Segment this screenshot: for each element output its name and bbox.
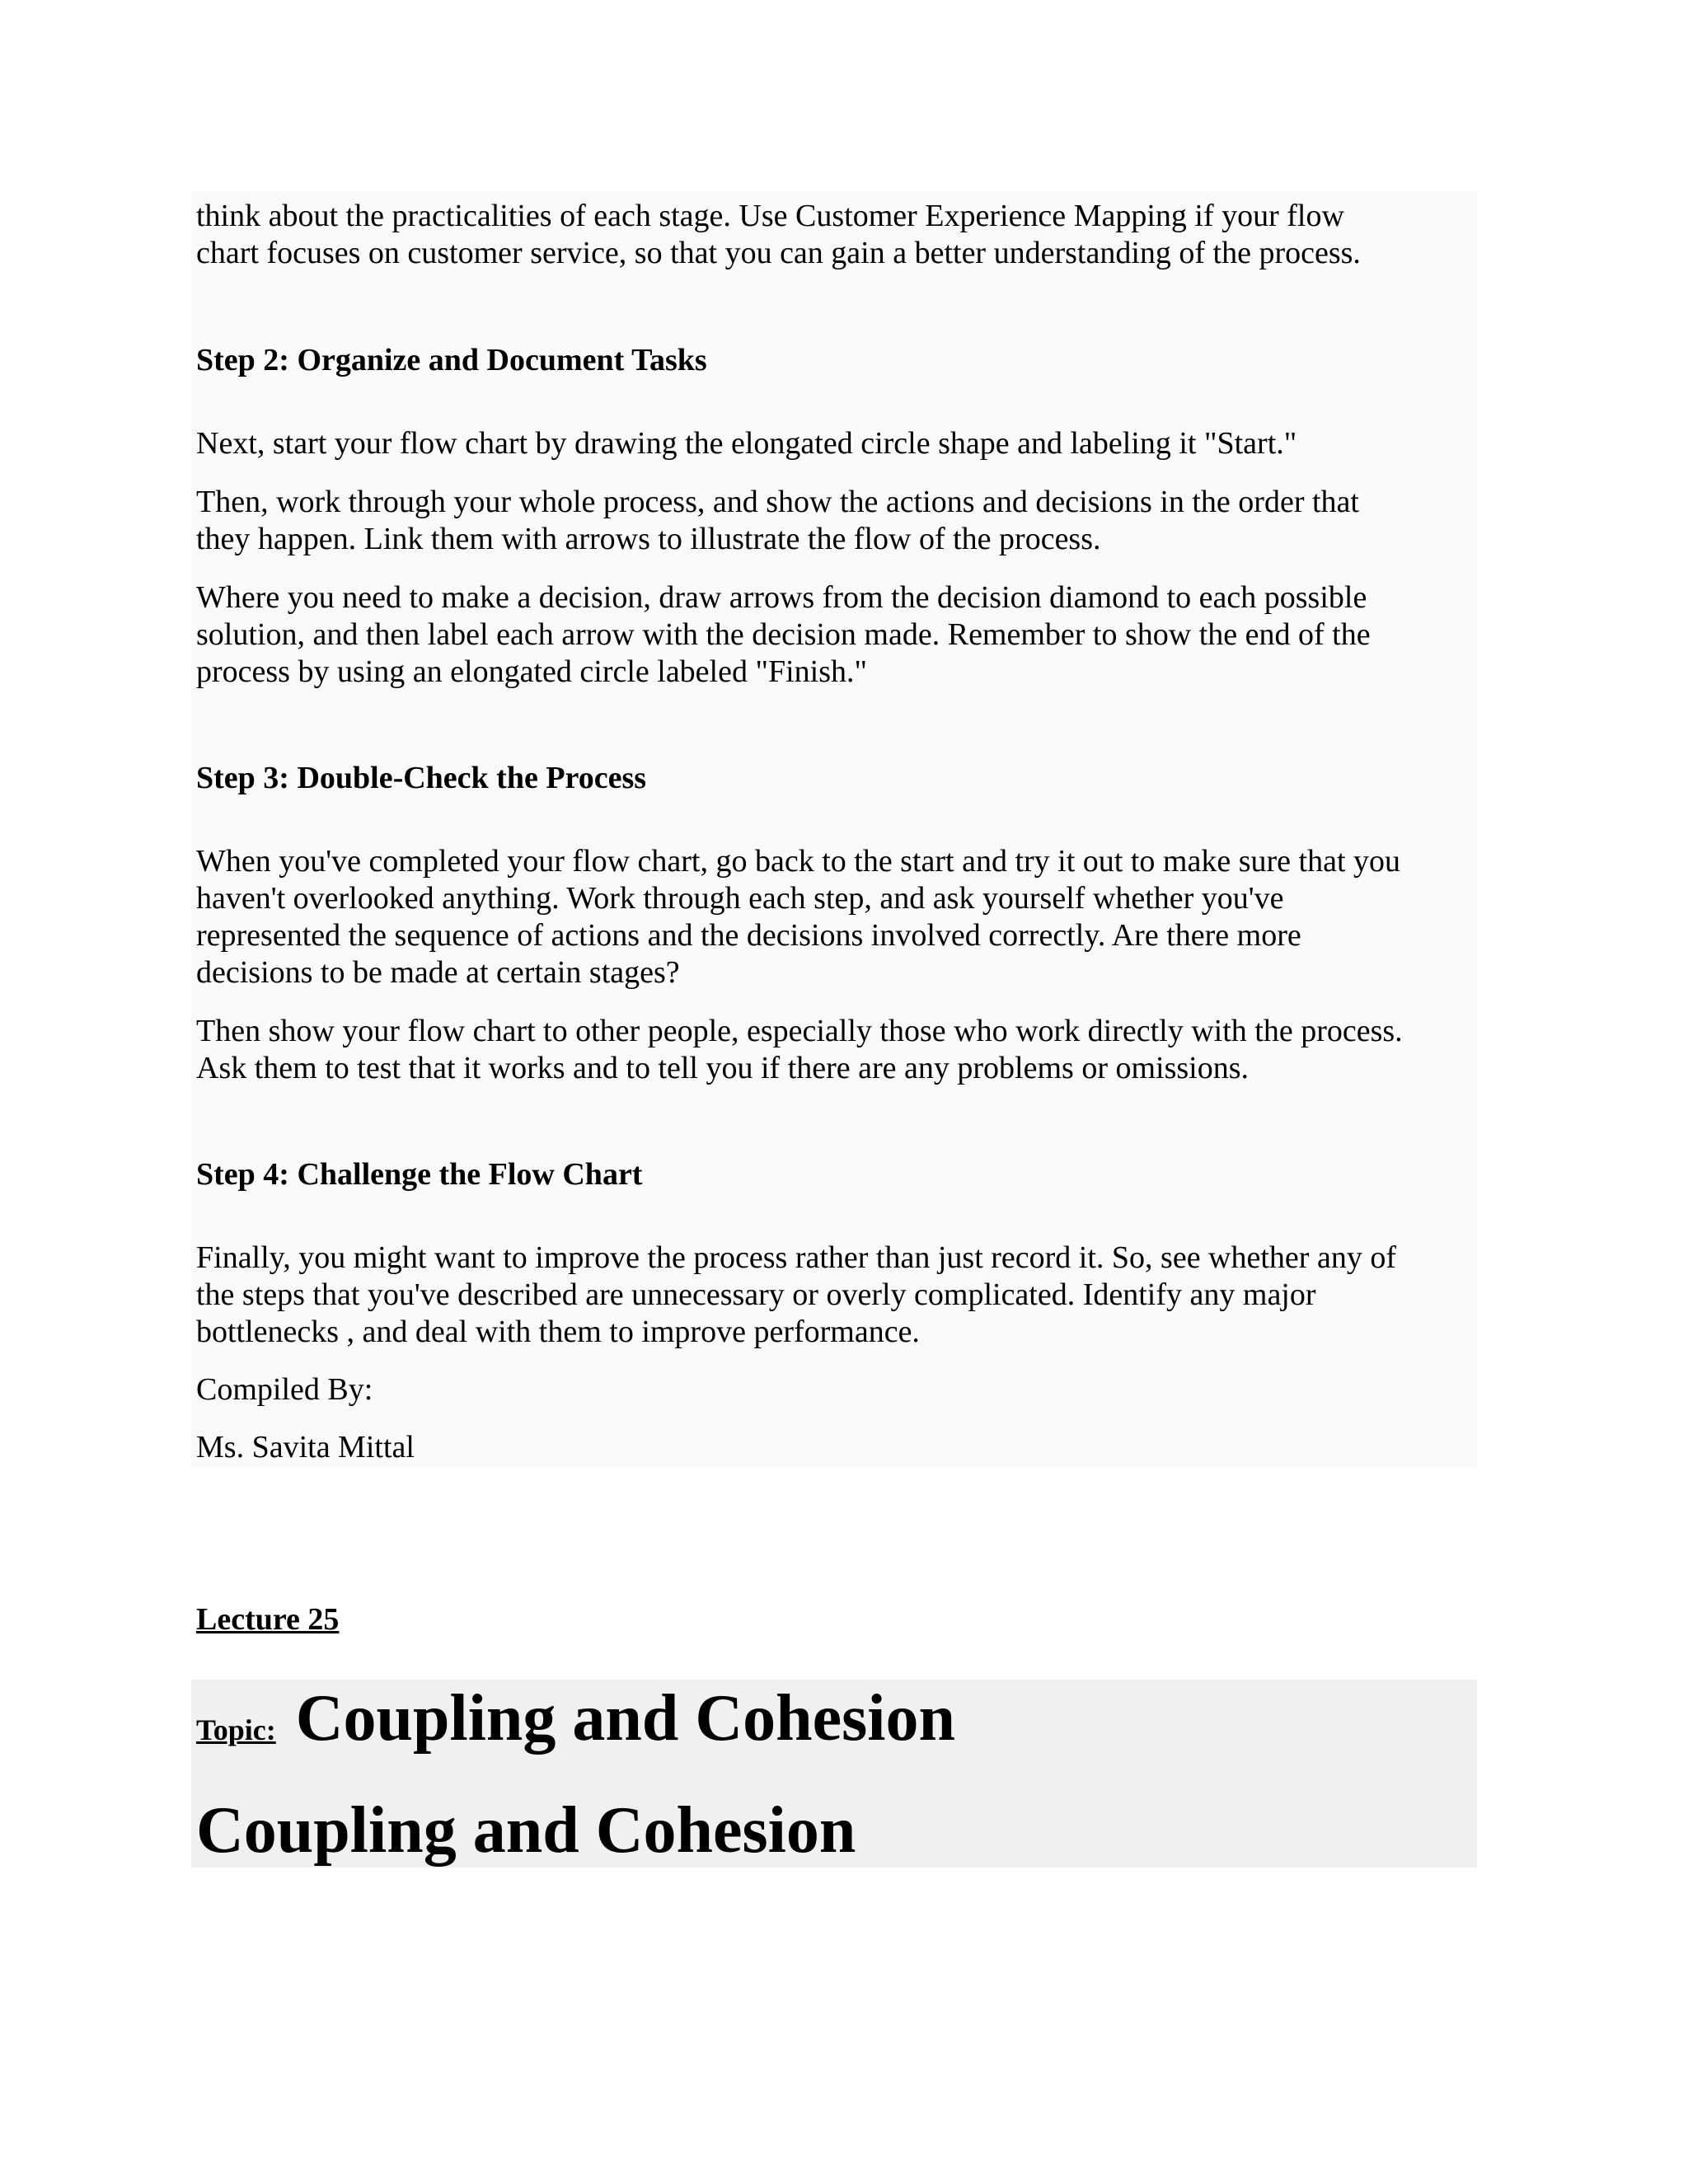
step4-heading: Step 4: Challenge the Flow Chart — [196, 1157, 643, 1192]
step3-heading: Step 3: Double-Check the Process — [196, 761, 647, 795]
step2-paragraph-2-line-2: they happen. Link them with arrows to illustrate the flow of the process. — [196, 522, 1101, 556]
step4-paragraph-1-line-1: Finally, you might want to improve the process rather than just record it. So, see whether any of — [196, 1240, 1396, 1275]
compiled-by-label: Compiled By: — [196, 1372, 373, 1407]
lecture-label: Lecture 25 — [196, 1602, 340, 1637]
step2-paragraph-2-line-1: Then, work through your whole process, and show the actions and decisions in the order that — [196, 485, 1359, 519]
step2-heading: Step 2: Organize and Document Tasks — [196, 343, 707, 377]
topic-label: Topic: — [196, 1713, 276, 1746]
step3-paragraph-1-line-4: decisions to be made at certain stages? — [196, 955, 680, 990]
step3-paragraph-2-line-2: Ask them to test that it works and to tell you if there are any problems or omissions. — [196, 1051, 1250, 1085]
step3-paragraph-2-line-1: Then show your flow chart to other people, especially those who work directly with the process. — [196, 1014, 1403, 1048]
step4-paragraph-1-line-3: bottlenecks , and deal with them to improve performance. — [196, 1315, 920, 1349]
step2-paragraph-1: Next, start your flow chart by drawing the elongated circle shape and labeling it "Start." — [196, 426, 1297, 461]
step4-paragraph-1-line-2: the steps that you've described are unnecessary or overly complicated. Identify any major — [196, 1277, 1316, 1312]
intro-line-1: think about the practicalities of each stage. Use Customer Experience Mapping if your flow — [196, 199, 1344, 233]
topic-line — [196, 1681, 955, 1756]
step2-paragraph-3-line-2: solution, and then label each arrow with the decision made. Remember to show the end of the — [196, 617, 1371, 652]
intro-line-2: chart focuses on customer service, so that you can gain a better understanding of the process. — [196, 236, 1361, 270]
step3-paragraph-1-line-1: When you've completed your flow chart, go back to the start and try it out to make sure that you — [196, 844, 1400, 879]
step2-paragraph-3-line-3: process by using an elongated circle labeled "Finish." — [196, 654, 868, 689]
step3-paragraph-1-line-3: represented the sequence of actions and the decisions involved correctly. Are there more — [196, 918, 1301, 953]
step2-paragraph-3-line-1: Where you need to make a decision, draw arrows from the decision diamond to each possible — [196, 580, 1367, 615]
step3-paragraph-1-line-2: haven't overlooked anything. Work through each step, and ask yourself whether you've — [196, 881, 1284, 916]
author-name: Ms. Savita Mittal — [196, 1430, 415, 1465]
section-title: Coupling and Cohesion — [196, 1794, 856, 1867]
topic-title: Coupling and Cohesion — [295, 1682, 956, 1755]
